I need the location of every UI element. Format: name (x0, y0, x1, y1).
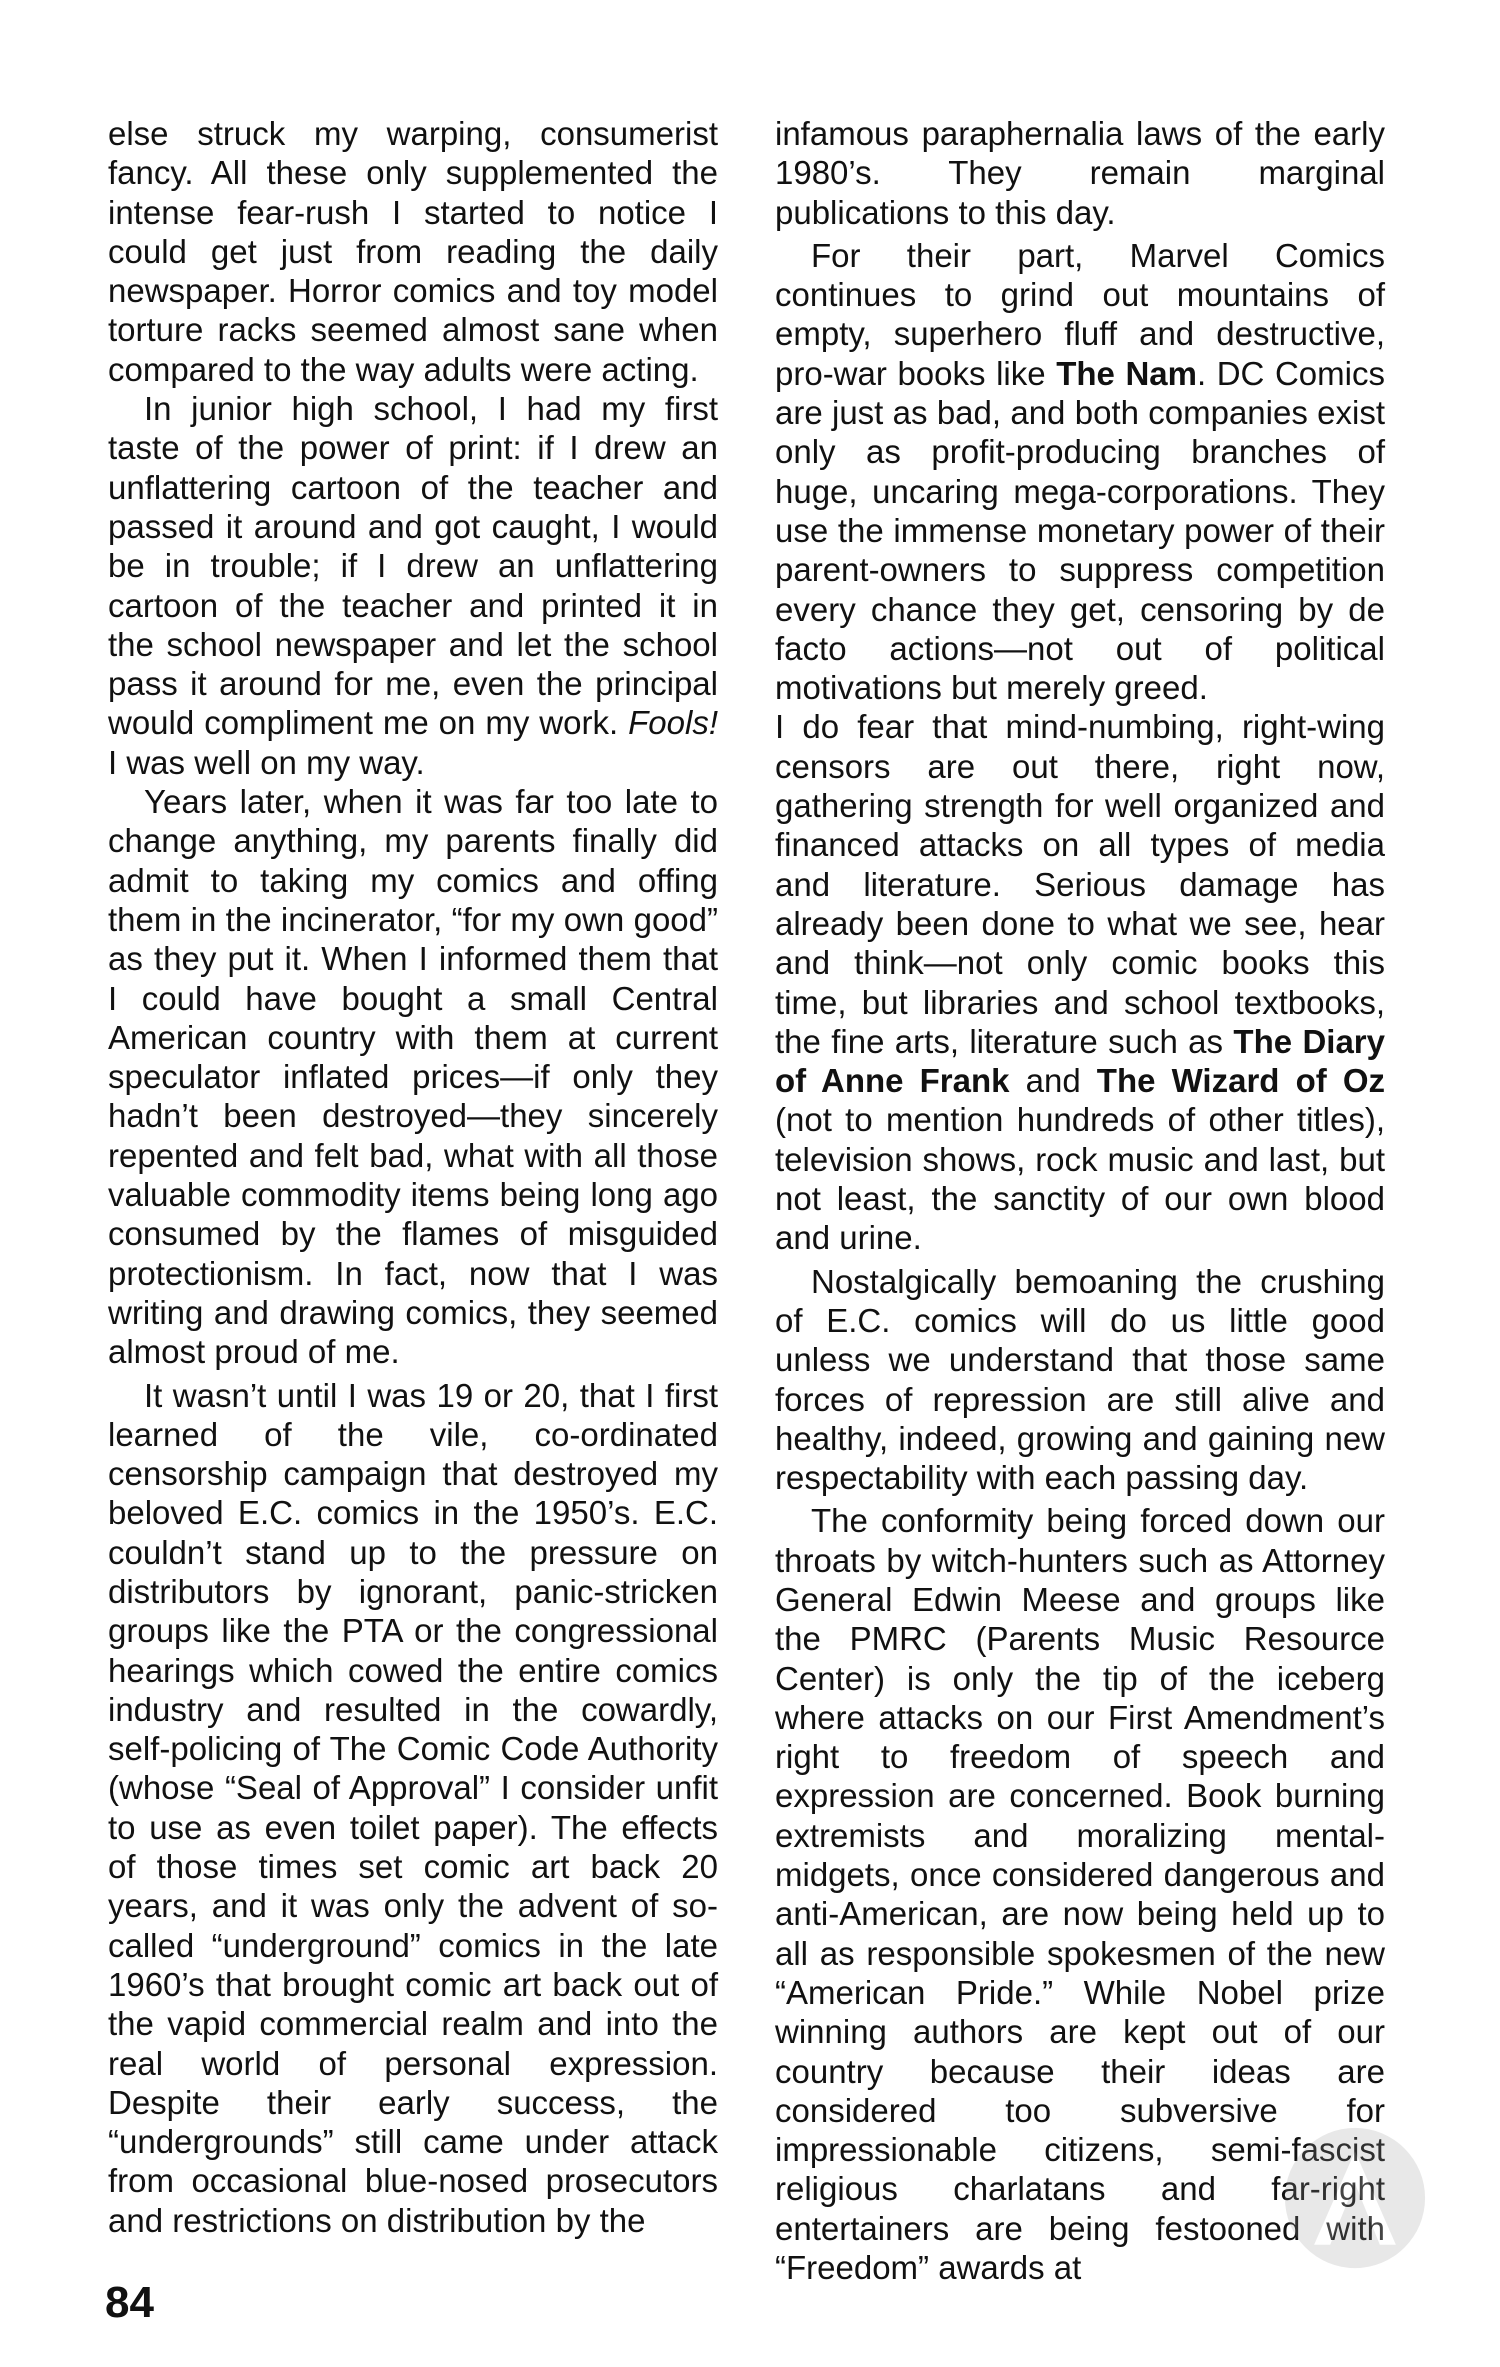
paragraph-text: I do fear that mind-numbing, right-wing censors are out there, right now, gathering strength for well organized and financed attacks on all types of media and literature. Serious damage has already been done to what we see, hear and think—not only comic books this time, but libraries and school textbooks, the fine arts, literature such as (775, 708, 1385, 1060)
emphasis-text: Fools! (628, 704, 718, 742)
paragraph: It wasn’t until I was 19 or 20, that I first learned of the vile, co-ordinated censorship campaign that destroyed my beloved E.C. comics in the 1950’s. E.C. couldn’t stand up to the pressure on distributors by ignorant, panic-stricken groups like the PTA or the congressional hearings which cowed the entire comics industry and resulted in the cowardly, self-policing of The Comic Code Authority (whose “Seal of Approval” I consider unfit to use as even toilet paper). The effects of those times set comic art back 20 years, and it was only the advent of so-called “underground” comics in the late 1960’s that brought comic art back out of the vapid commercial realm and into the real world of personal expression. Despite their early success, the “undergrounds” still came under attack from occasional blue-nosed prosecutors and restrictions on distribution by the (108, 1376, 718, 2239)
paragraph-text: . DC Comics are just as bad, and both companies exist only as profit-producing branches of huge, uncaring mega-corporations. They use the immense monetary power of their parent-owners to suppress competition every chance they get, censoring by de facto actions—not out of political motivations but merely greed. (775, 354, 1385, 707)
book-title: The Wizard of Oz (1096, 1062, 1385, 1100)
left-column (108, 114, 718, 2240)
paragraph (775, 236, 1385, 708)
paragraph-text: For their part, Marvel Comics continues to grind out mountains of empty, superhero fluff and destructive, pro-war books like (775, 236, 1385, 392)
archive-logo-icon (1282, 2125, 1428, 2271)
paragraph-text: (not to mention hundreds of other titles), television shows, rock music and last, but not least, the sanctity of our own blood and urine. (775, 1101, 1385, 1257)
book-title: The Nam (1056, 354, 1197, 392)
paragraph: The conformity being forced down our throats by witch-hunters such as Attorney General Edwin Meese and groups like the PMRC (Parents Music Resource Center) is only the tip of the iceberg where attacks on our First Amendment’s right to freedom of speech and expression are concerned. Book burning extremists and moralizing mental-midgets, once considered dangerous and anti-American, are now being held up to all as responsible spokesmen of the new “American Pride.” While Nobel prize winning authors are kept out of our country because their ideas are considered too subversive for impressionable citizens, semi-fascist religious charlatans and far-right entertainers are being festooned with “Freedom” awards at (775, 1502, 1385, 2287)
paragraph-text: and (1009, 1062, 1097, 1100)
paragraph-text: In junior high school, I had my first taste of the power of print: if I drew an unflattering cartoon of the teacher and passed it around and got caught, I would be in trouble; if I drew an unflattering cartoon of the teacher and printed it in the school newspaper and let the school pass it around for me, even the principal would compliment me on my work. (108, 390, 718, 742)
paragraph (775, 707, 1385, 1257)
paragraph: else struck my warping, consumerist fancy. All these only supplemented the intense fear-rush I started to notice I could get just from reading the daily newspaper. Horror comics and toy model torture racks seemed almost sane when compared to the way adults were acting. (108, 115, 718, 388)
book-title: The Diary of Anne Frank (775, 1022, 1385, 1100)
paragraph (108, 389, 718, 782)
paragraph: Nostalgically bemoaning the crushing of E.C. comics will do us little good unless we understand that those same forces of repression are still alive and healthy, indeed, growing and gaining new respectability with each passing day. (775, 1262, 1385, 1497)
paragraph-text: I was well on my way. (108, 743, 425, 781)
right-column (775, 114, 1385, 2287)
paragraph: infamous paraphernalia laws of the early 1980’s. They remain marginal publications to this day. (775, 115, 1385, 231)
page-number: 84 (105, 2278, 154, 2327)
paragraph: Years later, when it was far too late to change anything, my parents finally did admit to taking my comics and offing them in the incinerator, “for my own good” as they put it. When I informed them that I could have bought a small Central American country with them at current speculator inflated prices—if only they hadn’t been destroyed—they sincerely repented and felt bad, what with all those valuable commodity items being long ago consumed by the flames of misguided protectionism. In fact, now that I was writing and drawing comics, they seemed almost proud of me. (108, 783, 718, 1371)
